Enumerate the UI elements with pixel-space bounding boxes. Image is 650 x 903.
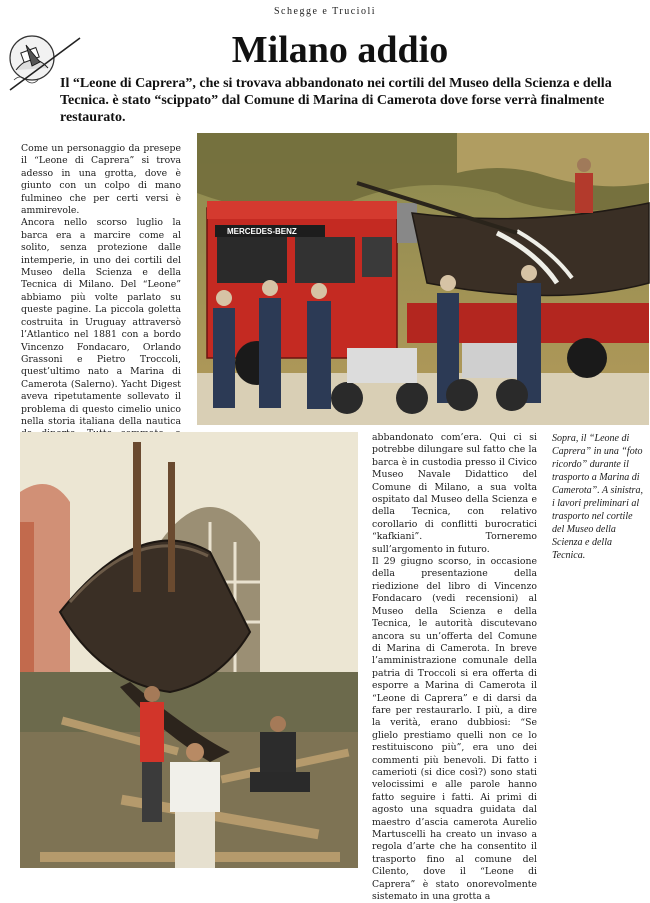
photo-boat-courtyard (20, 432, 358, 868)
article-title: Milano addio (231, 29, 449, 71)
photo-truck-transport (197, 133, 649, 425)
article-column-2 (372, 432, 537, 903)
paragraph: Come un personaggio da presepe il “Leone di Caprera” si trova adesso in una grotta, dove è giunto con un colpo di mano fulmineo che per certi versi è ammirevole. (21, 143, 181, 217)
section-header: Schegge e Trucioli (274, 6, 376, 17)
paragraph: Il 29 giugno scorso, in occasione della presentazione della riedizione del libro di Vincenzo Fondacaro (vedi recensioni) al Museo della Scienza e della Tecnica, le autorità discutevano ancora su un’offerta del Comune di Marina di Camerota. In breve l’amministrazione comunale della patria di Troccoli si era offerta di esporre a Marina di Camerota il “Leone di Caprera” e di darsi da fare per restaurarlo. I più, a dire la verità, erano dubbiosi: “Se glielo prestiamo quelli non ce lo restituiscono più”, era uno dei commenti più benevoli. Di fatto i camerioti (si dice così?) sono stati velocissimi e alle parole hanno fatto seguire i fatti. Ai primi di agosto una squadra guidata dal maestro d’ascia camerota Aurelio Martuscelli ha creato un invaso a regola d’arte che ha consentito il trasporto fino al comune del Cilento, dove il “Leone di Caprera” è stato onorevolmente sistemato in una grotta a (372, 556, 537, 903)
paragraph: Ancora nello scorso luglio la barca era a marcire come al solito, senza protezione dalle intemperie, in uno dei cortili del Museo della Scienza e della Tecnica di Milano. Del “Leone” abbiamo più volte parlato su queste pagine. La piccola goletta costruita in Uruguay attraversò l’Atlantico nel 1881 con a bordo Vincenzo Fondacaro, Orlando Grassoni e Pietro Troccoli, quest’ultimo nato a Marina di Camerota (Salerno). Yacht Digest aveva ripetutamente sollevato il problema di questo cimelio unico nella storia italiana della nautica (21, 217, 181, 427)
paragraph: abbandonato com’era. Qui ci si potrebbe dilungare sul fatto che la barca è in custodia presso il Civico Museo Navale Didattico del Comune di Milano, a sua volta ospitato dal Museo della Scienza e della Tecnica, con relativo corollario di conflitti burocratici “kafkiani”. Torneremo sull’argomento in futuro. (372, 432, 537, 555)
photo-caption: Sopra, il “Leone di Caprera” in una “foto ricordo” durante il trasporto a Marina di Camerota”. A sinistra, i lavori preliminari al trasporto nel cortile del Museo della Scienza e della Tecnica. (552, 433, 643, 561)
article-subtitle: Il “Leone di Caprera”, che si trovava abbandonato nei cortili del Museo della Scienza e della Tecnica. è stato “scippato” dal Comune di Marina di Camerota dove forse verrà finalmente restaurato. (60, 76, 612, 125)
truck-brand-label: MERCEDES-BENZ (227, 227, 297, 236)
